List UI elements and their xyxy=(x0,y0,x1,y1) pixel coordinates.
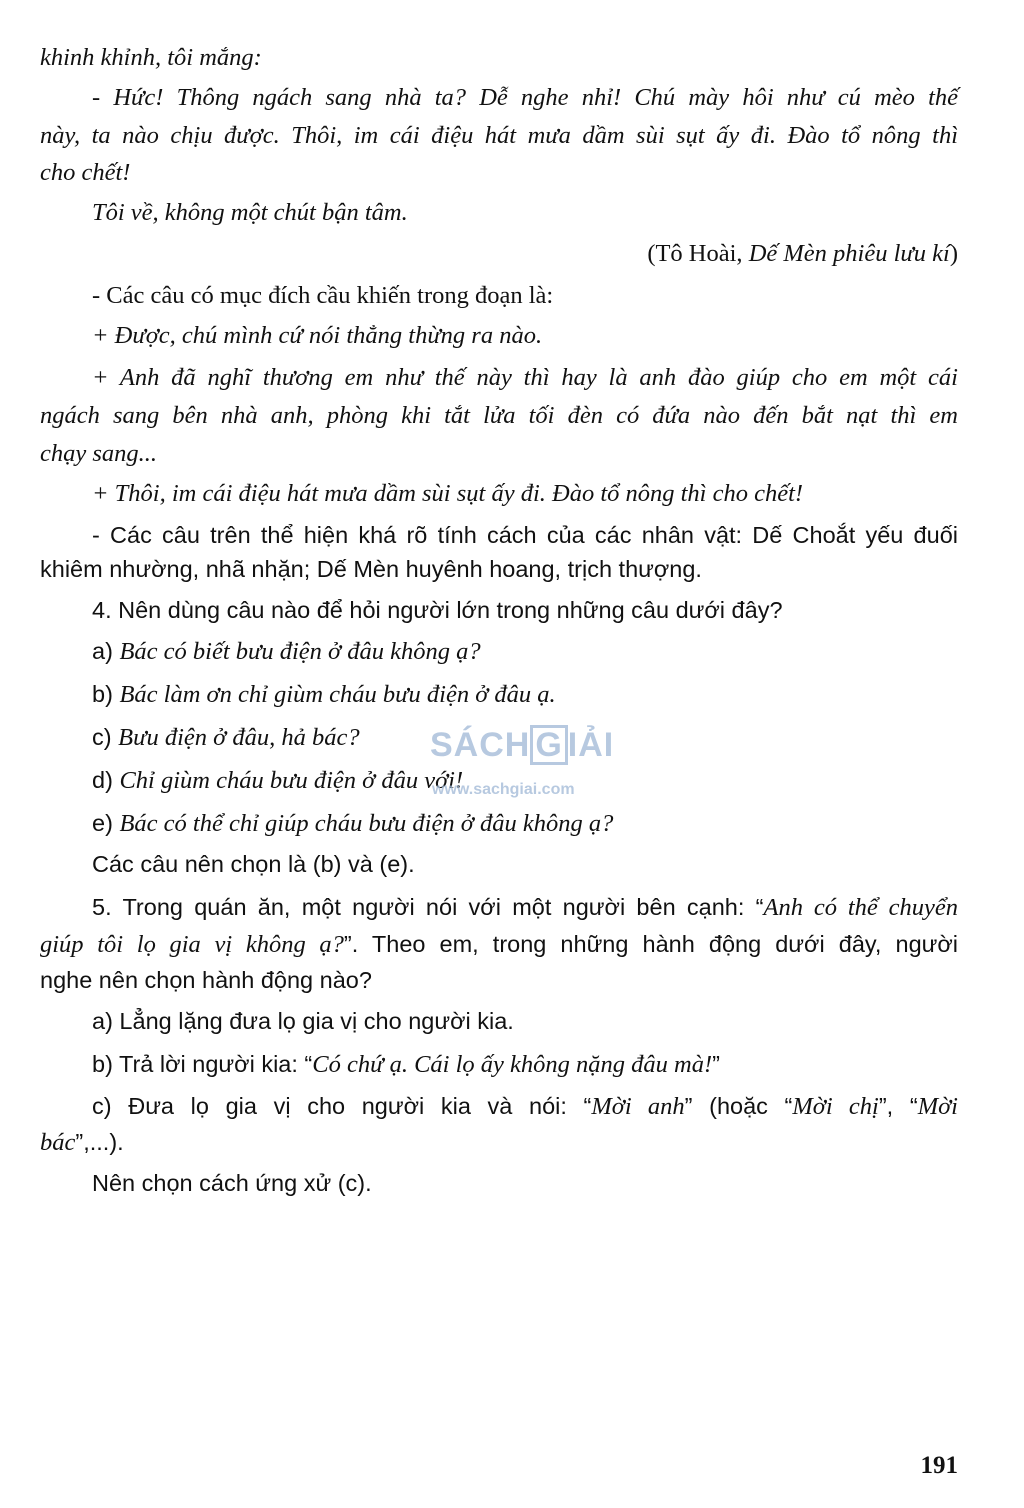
text-line xyxy=(92,476,958,512)
text-line xyxy=(92,846,958,883)
text-span: - Các câu có mục đích cầu khiến trong đoạn là: xyxy=(92,282,554,309)
italic-text: bác xyxy=(40,1129,76,1156)
text-line xyxy=(40,118,958,154)
text-span: e) xyxy=(92,810,120,836)
text-span: b) Trả lời người kia: “ xyxy=(92,1051,313,1077)
text-line xyxy=(40,962,958,999)
italic-text: giúp tôi lọ gia vị không ạ? xyxy=(40,931,344,958)
text-span: ”. Theo em, trong những hành động dưới đây, người xyxy=(343,931,958,957)
italic-text: Tôi về, không một chút bận tâm. xyxy=(92,199,408,226)
text-line xyxy=(40,40,958,76)
text-span: Các câu nên chọn là (b) và (e). xyxy=(92,851,415,877)
italic-text: Mời chị xyxy=(792,1093,879,1120)
watermark-logo xyxy=(430,705,630,805)
text-span: ” (hoặc “ xyxy=(684,1093,793,1119)
text-span: a) Lẳng lặng đưa lọ gia vị cho người kia. xyxy=(92,1008,514,1034)
text-line xyxy=(40,155,958,191)
text-span: - Các câu trên thể hiện khá rõ tính cách của các nhân vật: Dế Choắt yếu đuối xyxy=(92,522,958,548)
text-line xyxy=(92,1046,958,1083)
text-line xyxy=(92,195,958,231)
italic-text: cho chết! xyxy=(40,159,131,186)
italic-text: Bác có thể chỉ giúp cháu bưu điện ở đâu không ạ? xyxy=(119,810,614,837)
text-span: (Tô Hoài, xyxy=(647,240,749,267)
text-line xyxy=(92,517,958,554)
text-span: ) xyxy=(949,240,958,267)
italic-text: Bưu điện ở đâu, hả bác? xyxy=(118,724,360,751)
text-span: b) xyxy=(92,681,120,707)
text-line xyxy=(40,1124,958,1161)
text-line xyxy=(92,318,958,354)
text-span: d) xyxy=(92,767,120,793)
watermark-url: www.sachgiai.com xyxy=(432,781,575,798)
text-line xyxy=(92,592,958,629)
text-line xyxy=(92,633,958,670)
watermark-title: SÁCH G IẢI xyxy=(430,726,615,764)
italic-text: Mời xyxy=(917,1093,958,1120)
text-span: nghe nên chọn hành động nào? xyxy=(40,967,372,993)
text-line xyxy=(92,1003,958,1040)
text-line xyxy=(92,889,958,926)
text-span: c) Đưa lọ gia vị cho người kia và nói: “ xyxy=(92,1093,592,1119)
text-span: khiêm nhường, nhã nhặn; Dế Mèn huyênh hoang, trịch thượng. xyxy=(40,556,702,582)
text-span: ” xyxy=(712,1051,720,1077)
italic-text: ngách sang bên nhà anh, phòng khi tắt lửa tối đèn có đứa nào đến bắt nạt thì em xyxy=(40,402,958,429)
text-line xyxy=(92,1165,958,1202)
text-span: a) xyxy=(92,638,120,664)
text-line xyxy=(92,805,958,842)
text-span: ”,...). xyxy=(75,1129,124,1155)
italic-text: Có chứ ạ. Cái lọ ấy không nặng đâu mà! xyxy=(312,1051,713,1078)
italic-text: Anh có thể chuyển xyxy=(763,894,958,921)
italic-text: Mời anh xyxy=(591,1093,685,1120)
page-number: 191 xyxy=(920,1452,958,1479)
text-line xyxy=(40,436,958,472)
text-line xyxy=(560,236,958,272)
italic-text: + Anh đã nghĩ thương em như thế này thì hay là anh đào giúp cho em một cái xyxy=(92,364,958,391)
text-line xyxy=(92,360,958,396)
italic-text: - Hức! Thông ngách sang nhà ta? Dễ nghe nhỉ! Chú mày hôi như cú mèo thế xyxy=(92,84,958,111)
text-span: ”, “ xyxy=(878,1093,918,1119)
text-line xyxy=(40,398,958,434)
italic-text: Bác làm ơn chỉ giùm cháu bưu điện ở đâu ạ. xyxy=(119,681,556,708)
italic-text: Bác có biết bưu điện ở đâu không ạ? xyxy=(119,638,481,665)
text-span: Nên chọn cách ứng xử (c). xyxy=(92,1170,372,1196)
italic-text: này, ta nào chịu được. Thôi, im cái điệu hát mưa dầm sùi sụt ấy đi. Đào tổ nông thì xyxy=(40,122,958,149)
italic-text: Chỉ giùm cháu bưu điện ở đâu với! xyxy=(119,767,464,794)
text-line xyxy=(40,926,958,963)
text-line xyxy=(92,80,958,116)
text-line xyxy=(92,1088,958,1125)
italic-text: + Được, chú mình cứ nói thẳng thừng ra nào. xyxy=(92,322,543,349)
italic-text: Dế Mèn phiêu lưu kí xyxy=(748,240,950,267)
text-span: 4. Nên dùng câu nào để hỏi người lớn trong những câu dưới đây? xyxy=(92,597,783,623)
italic-text: chạy sang... xyxy=(40,440,158,467)
text-span: c) xyxy=(92,724,119,750)
text-line xyxy=(40,551,958,588)
text-span: 5. Trong quán ăn, một người nói với một người bên cạnh: “ xyxy=(92,894,764,920)
italic-text: khinh khỉnh, tôi mắng: xyxy=(40,44,262,71)
italic-text: + Thôi, im cái điệu hát mưa dầm sùi sụt ấy đi. Đào tổ nông thì cho chết! xyxy=(92,480,804,507)
text-line xyxy=(92,278,958,314)
